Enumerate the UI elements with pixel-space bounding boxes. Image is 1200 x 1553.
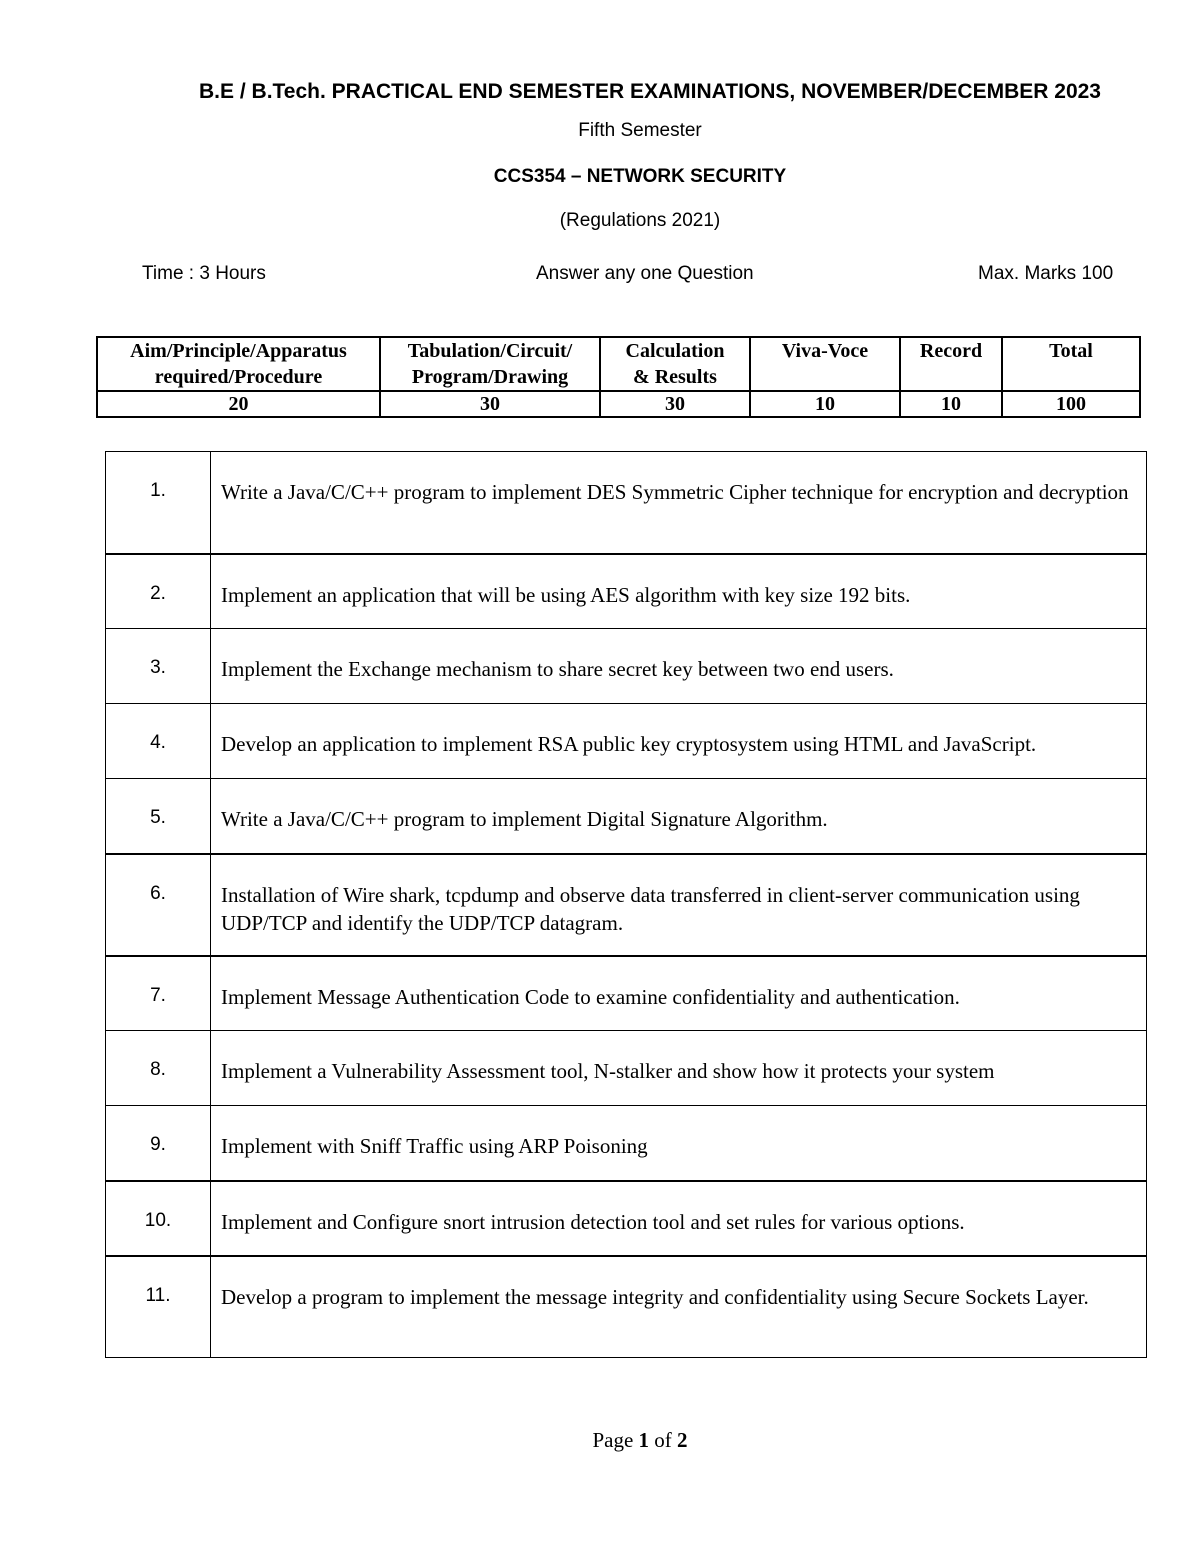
page-current: 1 <box>638 1428 650 1452</box>
marks-value-cell: 100 <box>1002 391 1140 417</box>
marks-distribution-table <box>96 336 1141 418</box>
question-number: 6. <box>106 854 211 956</box>
question-text: Develop a program to implement the message integrity and confidentiality using Secure Sockets Layer. <box>211 1256 1147 1358</box>
marks-value-cell: 30 <box>380 391 600 417</box>
question-number: 4. <box>106 704 211 779</box>
question-number: 11. <box>106 1256 211 1358</box>
question-text: Implement an application that will be using AES algorithm with key size 192 bits. <box>211 554 1147 629</box>
question-text: Implement the Exchange mechanism to share secret key between two end users. <box>211 629 1147 704</box>
question-text: Implement a Vulnerability Assessment tool, N-stalker and show how it protects your system <box>211 1031 1147 1106</box>
page-of-label: of <box>654 1428 672 1452</box>
marks-value-cell: 20 <box>97 391 380 417</box>
marks-value-cell: 30 <box>600 391 750 417</box>
marks-value-cell: 10 <box>900 391 1002 417</box>
marks-value-cell: 10 <box>750 391 900 417</box>
question-number: 9. <box>106 1106 211 1181</box>
question-number: 7. <box>106 956 211 1031</box>
question-text: Write a Java/C/C++ program to implement DES Symmetric Cipher technique for encryption and decryption <box>211 452 1147 554</box>
page-number <box>40 1428 1200 1453</box>
question-number: 10. <box>106 1181 211 1256</box>
marks-header-cell: Aim/Principle/Apparatus required/Procedure <box>97 337 380 391</box>
page-label: Page <box>592 1428 634 1452</box>
exam-title: B.E / B.Tech. PRACTICAL END SEMESTER EXAMINATIONS, NOVEMBER/DECEMBER 2023 <box>199 80 1101 103</box>
question-row <box>106 554 1147 629</box>
questions-table <box>105 451 1147 1358</box>
question-number: 5. <box>106 779 211 854</box>
max-marks: Max. Marks 100 <box>978 263 1114 284</box>
question-row <box>106 956 1147 1031</box>
exam-instruction: Answer any one Question <box>536 263 754 284</box>
question-text: Write a Java/C/C++ program to implement Digital Signature Algorithm. <box>211 779 1147 854</box>
question-row <box>106 704 1147 779</box>
page-total: 2 <box>677 1428 688 1452</box>
question-number: 2. <box>106 554 211 629</box>
semester-label: Fifth Semester <box>578 120 702 141</box>
question-text: Implement with Sniff Traffic using ARP Poisoning <box>211 1106 1147 1181</box>
question-row <box>106 1256 1147 1358</box>
marks-value-row <box>97 391 1140 417</box>
marks-header-cell: Record <box>900 337 1002 391</box>
question-row <box>106 629 1147 704</box>
question-text: Installation of Wire shark, tcpdump and observe data transferred in client-server communication using UDP/TCP and identify the UDP/TCP datagram. <box>211 854 1147 956</box>
question-number: 8. <box>106 1031 211 1106</box>
question-text: Implement Message Authentication Code to examine confidentiality and authentication. <box>211 956 1147 1031</box>
question-row <box>106 1031 1147 1106</box>
exam-duration: Time : 3 Hours <box>142 263 266 284</box>
regulations-label: (Regulations 2021) <box>559 210 721 231</box>
marks-header-cell: Viva-Voce <box>750 337 900 391</box>
question-row <box>106 1181 1147 1256</box>
question-text: Implement and Configure snort intrusion detection tool and set rules for various options. <box>211 1181 1147 1256</box>
question-number: 1. <box>106 452 211 554</box>
marks-header-cell: Total <box>1002 337 1140 391</box>
question-row <box>106 1106 1147 1181</box>
question-text: Develop an application to implement RSA public key cryptosystem using HTML and JavaScript. <box>211 704 1147 779</box>
question-row <box>106 452 1147 554</box>
question-row <box>106 854 1147 956</box>
question-number: 3. <box>106 629 211 704</box>
course-title: CCS354 – NETWORK SECURITY <box>493 166 787 187</box>
question-row <box>106 779 1147 854</box>
marks-header-row <box>97 337 1140 391</box>
marks-header-cell: Calculation & Results <box>600 337 750 391</box>
marks-header-cell: Tabulation/Circuit/ Program/Drawing <box>380 337 600 391</box>
